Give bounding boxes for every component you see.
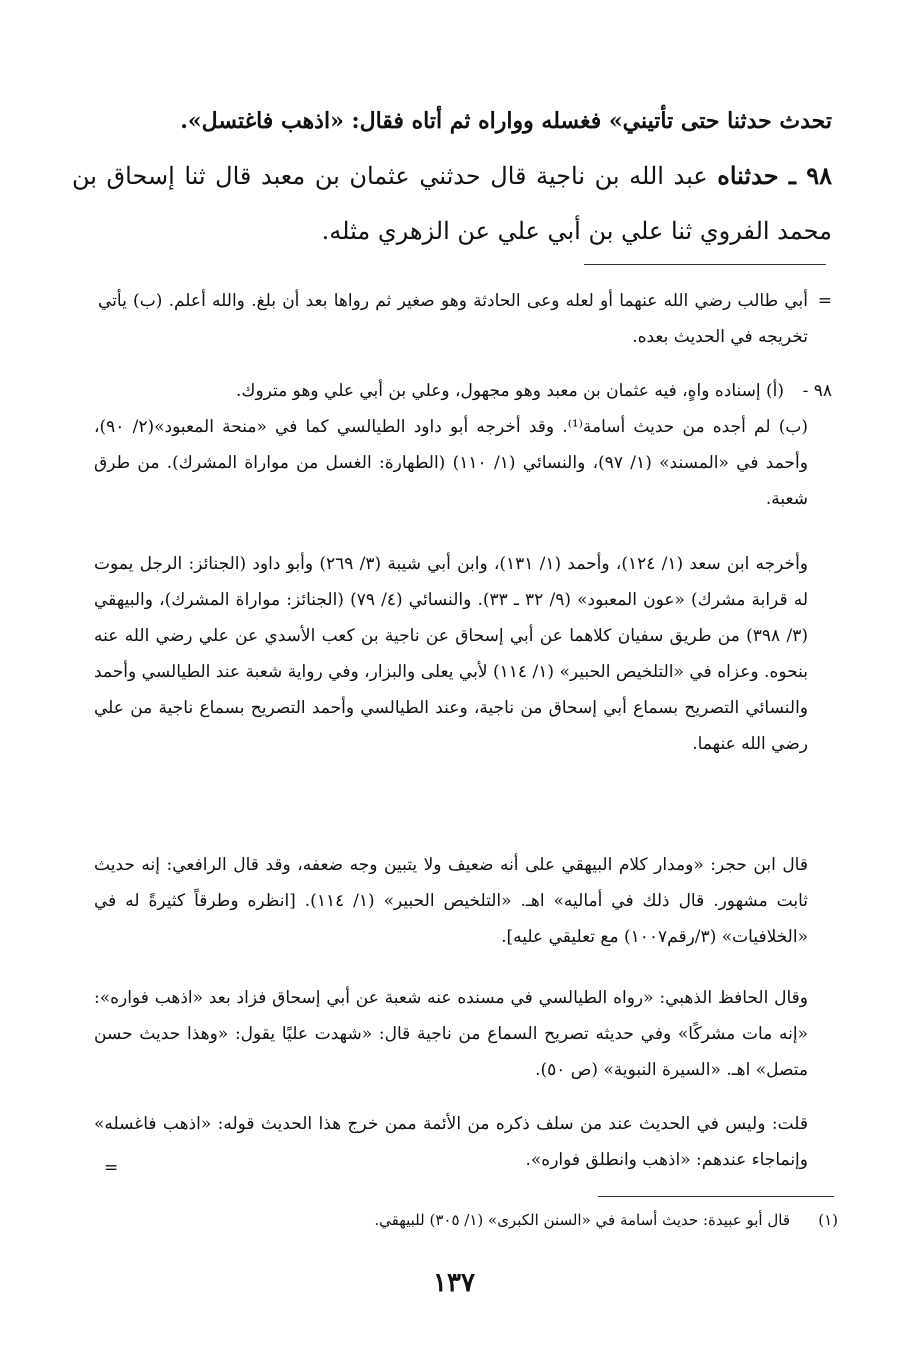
note-continuation: أبي طالب رضي الله عنهما أو لعله وعى الحادثة وهو صغير ثم رواها بعد أن بلغ. والله أعلم. (ب) يأتي تخريجه في الحديث بعده. (98, 291, 808, 347)
hadith-98-text (72, 148, 832, 259)
note-paragraph-dhahabi: وقال الحافظ الذهبي: «رواه الطيالسي في مسنده عنه شعبة عن أبي إسحاق فزاد بعد «اذهب فواره»: «إنه مات مشركًا» وفي حديثه تصريح السماع من ناجية قال: «شهدت عليًا يقول: «وهذا حديث حسن متصل» اهـ. «السيرة النبوية» (ص ٥٠). (94, 988, 808, 1080)
main-separator-rule (584, 264, 826, 265)
note-paragraph-comment: قلت: وليس في الحديث عند من سلف ذكره من الأئمة ممن خرج هذا الحديث قوله: «اذهب فاغسله» وإنماجاء عندهم: «اذهب وانطلق فواره». (94, 1114, 808, 1170)
note-98-part-a: (أ) إسناده واهٍ، فيه عثمان بن معبد وهو مجهول، وعلي بن أبي علي وهو متروك. (236, 381, 784, 401)
continuation-marker-bottom: = (104, 1158, 119, 1178)
hadith-number: ٩٨ ـ حدثناه (717, 161, 832, 190)
footnote-number: (١) (818, 1211, 838, 1229)
note-paragraph-takhrij: وأخرجه ابن سعد (١/ ١٢٤)، وأحمد (١/ ١٣١)، وابن أبي شيبة (٣/ ٢٦٩) وأبو داود (الجنائز: الرجل يموت له قرابة مشرك) «عون المعبود» (٩/ ٣٢ ـ ٣٣). والنسائي (٤/ ٧٩) (الجنائز: مواراة المشرك)، والبيهقي (٣/ ٣٩٨) من طريق سفيان كلاهما عن أبي إسحاق عن ناجية بن كعب الأسدي عن علي رضي الله عنه بنحوه. وعزاه في «التلخيص الحبير» (١/ ١١٤) لأبي يعلى والبزار، وفي رواية شعبة عند الطيالسي وأحمد والنسائي التصريح بسماع أبي إسحاق من ناجية، وعند الطيالسي وأحمد التصريح بسماع ناجية من علي رضي الله عنهما. (94, 554, 809, 754)
page-number: ١٣٧ (433, 1268, 475, 1298)
note-98-part-b: (ب) لم أجده من حديث أسامة⁽¹⁾. وقد أخرجه أبو داود الطيالسي كما في «منحة المعبود»(٢/ ٩٠)، وأحمد في «المسند» (١/ ٩٧)، والنسائي (١/ ١١٠) (الطهارة: الغسل من مواراة المشرك). من طرق شعبة. (94, 417, 808, 509)
footnote-text: قال أبو عبيدة: حديث أسامة في «السنن الكبرى» (١/ ٣٠٥) للبيهقي. (374, 1211, 790, 1229)
note-paragraph-ibn-hajar: قال ابن حجر: «ومدار كلام البيهقي على أنه ضعيف ولا يتبين وجه ضعفه، وقد قال الرافعي: إنه حديث ثابت مشهور. قال ذلك في أماليه» اهـ. «التلخيص الحبير» (١/ ١١٤). [انظره وطرقاً كثيرةً له في «الخلافيات» (٣/رقم١٠٠٧) مع تعليقي عليه]. (94, 855, 808, 947)
note-98-number: ٩٨ - (802, 381, 832, 401)
hadith-body: عبد الله بن ناجية قال حدثني عثمان بن معبد قال ثنا إسحاق بن محمد الفروي ثنا علي بن أبي علي عن الزهري مثله. (72, 162, 832, 245)
continuation-marker: = (817, 291, 832, 311)
main-text-line: تحدث حدثنا حتى تأتيني» فغسله وواراه ثم أتاه فقال: «اذهب فاغتسل». (180, 108, 832, 134)
footnote-separator-rule (598, 1196, 834, 1197)
